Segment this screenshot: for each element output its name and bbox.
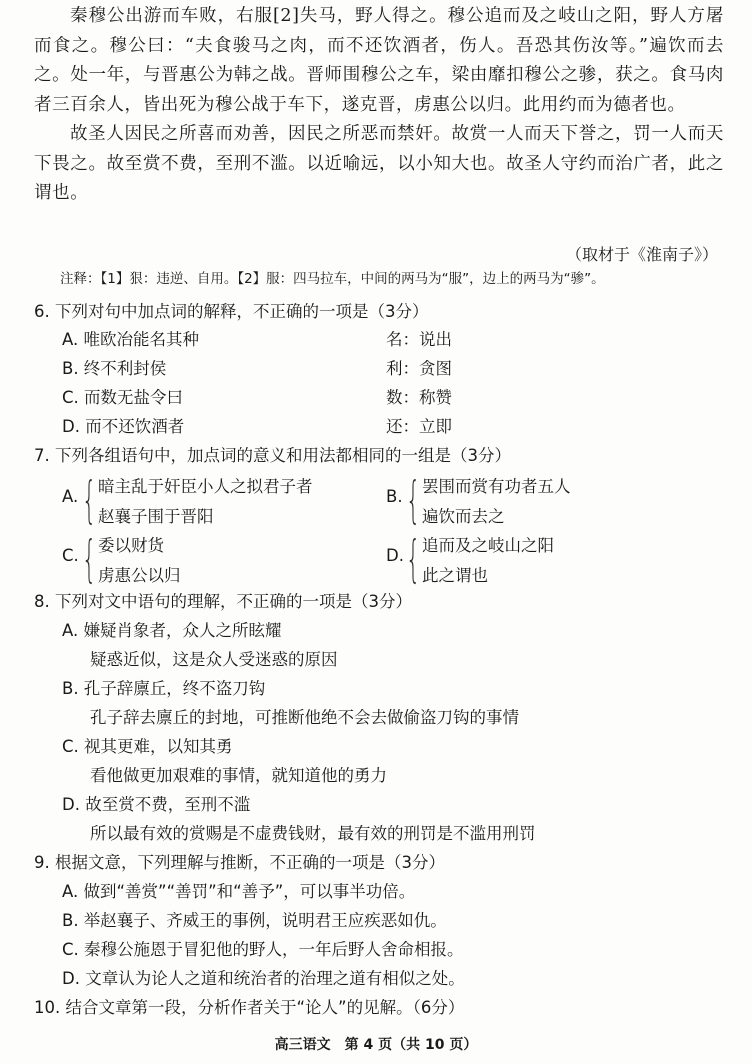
brace-icon: { <box>406 530 421 588</box>
q8-option-b-explain: 孔子辞去廪丘的封地，可推断他绝不会去做偷盗刀钩的事情 <box>90 708 519 727</box>
q7-option-c-line2: 虏惠公以归 <box>98 566 181 585</box>
q7-option-d-line2: 此之谓也 <box>422 566 488 585</box>
q6-option-d: D. 而不还饮酒者 <box>62 417 185 436</box>
q9-option-b: B. 举赵襄子、齐威王的事例，说明君王应疾恶如仇。 <box>62 911 447 930</box>
question-8-stem: 8. 下列对文中语句的理解，不正确的一项是（3分） <box>34 592 412 611</box>
question-7-stem: 7. 下列各组语句中，加点词的意义和用法都相同的一组是（3分） <box>34 446 511 465</box>
q8-option-b: B. 孔子辞廪丘，终不盗刀钩 <box>62 679 266 698</box>
q6-option-a: A. 唯欧冶能名其种 <box>62 330 199 349</box>
question-9-stem: 9. 根据文意，下列理解与推断，不正确的一项是（3分） <box>34 853 445 872</box>
q6-option-d-gloss: 还：立即 <box>386 417 452 436</box>
brace-icon: { <box>82 471 97 529</box>
q8-option-c: C. 视其更难，以知其勇 <box>62 737 233 756</box>
brace-icon: { <box>406 471 421 529</box>
q7-option-a-line2: 赵襄子围于晋阳 <box>98 507 214 526</box>
brace-icon: { <box>82 530 97 588</box>
q8-option-a: A. 嫌疑肖象者，众人之所眩耀 <box>62 621 282 640</box>
question-6-stem: 6. 下列对句中加点词的解释，不正确的一项是（3分） <box>34 302 429 321</box>
q6-option-c: C. 而数无盐令曰 <box>62 388 184 407</box>
q6-option-b-gloss: 利：贪图 <box>386 359 452 378</box>
q7-option-d-letter: D. <box>386 546 404 565</box>
q8-option-d-explain: 所以最有效的赏赐是不虚费钱财，最有效的刑罚是不滥用刑罚 <box>90 824 536 843</box>
q9-option-d: D. 文章认为论人之道和统治者的治理之道有相似之处。 <box>62 969 465 988</box>
q9-option-c: C. 秦穆公施恩于冒犯他的野人，一年后野人舍命相报。 <box>62 940 464 959</box>
source-citation: （取材于《淮南子》） <box>565 245 718 264</box>
q8-option-d: D. 故至赏不费，至刑不滥 <box>62 795 251 814</box>
q7-option-b-line1: 罢围而赏有功者五人 <box>422 477 571 496</box>
q9-option-a: A. 做到“善赏”“善罚”和“善予”，可以事半功倍。 <box>62 882 416 901</box>
passage-paragraph-1: 秦穆公出游而车败，右服[2]失马，野人得之。穆公追而及之岐山之阳，野人方屠而食之。穆公曰：“夫食骏马之肉，而不还饮酒者，伤人。吾恐其伤汝等。”遍饮而去之。处一年，与晋惠公为韩之战。晋师围穆公之车，梁由靡扣穆公之骖，获之。食马肉者三百余人，皆出死为穆公战于车下，遂克晋，虏惠公以归。此用约而为德者也。 <box>34 6 724 115</box>
q7-option-c-line1: 委以财货 <box>98 536 164 555</box>
q7-option-b-letter: B. <box>386 487 403 506</box>
q6-option-a-gloss: 名：说出 <box>386 330 452 349</box>
passage-paragraph-2: 故圣人因民之所喜而劝善，因民之所恶而禁奸。故赏一人而天下誉之，罚一人而天下畏之。故至赏不费，至刑不滥。以近喻远，以小知大也。故圣人守约而治广者，此之谓也。 <box>34 124 724 203</box>
page-footer: 高三语文 第 4 页（共 10 页） <box>274 1037 478 1053</box>
passage <box>34 2 724 209</box>
q7-option-c-letter: C. <box>62 546 79 565</box>
q6-option-c-gloss: 数：称赞 <box>386 388 452 407</box>
q8-option-c-explain: 看他做更加艰难的事情，就知道他的勇力 <box>90 766 387 785</box>
footnotes: 注释：【1】狠：违逆、自用。【2】服：四马拉车，中间的两马为“服”，边上的两马为“骖”。 <box>60 271 605 287</box>
q7-option-d-line1: 追而及之岐山之阳 <box>422 536 554 555</box>
q7-option-a-letter: A. <box>62 487 79 506</box>
q6-option-b: B. 终不利封侯 <box>62 359 167 378</box>
q7-option-b-line2: 遍饮而去之 <box>422 507 505 526</box>
question-10-stem: 10. 结合文章第一段，分析作者关于“论人”的见解。（6分） <box>34 998 465 1017</box>
q8-option-a-explain: 疑惑近似，这是众人受迷惑的原因 <box>90 650 338 669</box>
q7-option-a-line1: 暗主乱于奸臣小人之拟君子者 <box>98 477 313 496</box>
